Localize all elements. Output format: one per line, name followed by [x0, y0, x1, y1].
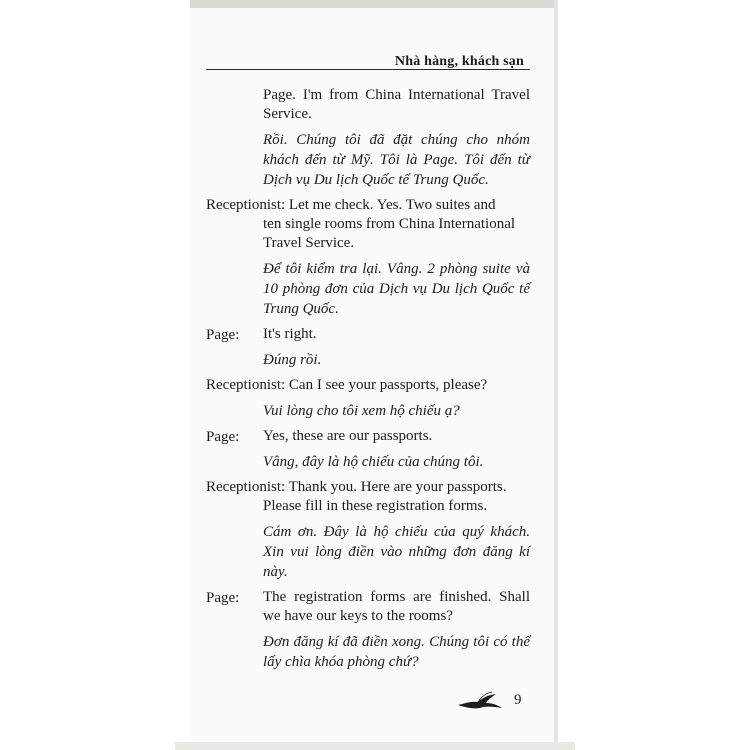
- english-line: Page. I'm from China International Travel Service.: [263, 87, 530, 122]
- page-number: 9: [514, 692, 522, 708]
- speaker-label: Page:: [206, 590, 240, 606]
- dialogue-entry-continuation: [206, 86, 530, 190]
- english-line-first: Can I see your passports, please?: [288, 377, 488, 393]
- english-line: It's right.: [263, 326, 317, 342]
- english-line: The registration forms are finished. Shall we have our keys to the rooms?: [263, 589, 530, 624]
- english-line-first: Let me check. Yes. Two suites and: [288, 197, 496, 213]
- running-header: Nhà hàng, khách sạn: [394, 54, 524, 69]
- dialogue-entry-receptionist: [206, 376, 530, 421]
- speaker-label: Receptionist:: [206, 197, 286, 213]
- dialogue-entry-receptionist: [206, 478, 530, 582]
- dialogue-entry-page: [206, 325, 530, 370]
- vietnamese-translation: Rồi. Chúng tôi đã đặt chúng cho nhóm khách đến từ Mỹ. Tôi là Page. Tôi đến từ Dịch vụ Du lịch Quốc tế Trung Quốc.: [263, 132, 530, 188]
- speaker-line: [206, 478, 530, 497]
- vietnamese-translation: Vâng, đây là hộ chiếu của chúng tôi.: [263, 454, 484, 470]
- speaker-label: Receptionist:: [206, 479, 286, 495]
- vietnamese-translation: Đúng rồi.: [263, 352, 322, 368]
- english-line-rest: ten single rooms from China International Travel Service.: [263, 216, 516, 251]
- page-right-edge: [554, 0, 558, 750]
- english-line-first: Thank you. Here are your passports.: [288, 479, 507, 495]
- dialogue-entry-page: [206, 588, 530, 672]
- dialogue-entry-receptionist: [206, 196, 530, 319]
- speaker-label: Receptionist:: [206, 377, 286, 393]
- speaker-label: Page:: [206, 327, 240, 343]
- speaker-line: [206, 376, 530, 395]
- speaker-label: Page:: [206, 429, 240, 445]
- vietnamese-translation: Đơn đăng kí đã điền xong. Chúng tôi có thể lấy chìa khóa phòng chứ?: [263, 634, 530, 670]
- english-line-rest: Please fill in these registration forms.: [263, 498, 488, 514]
- dialogue-entry-page: [206, 427, 530, 472]
- dialogue-body: [206, 86, 530, 672]
- swallow-bird-icon: [456, 690, 504, 712]
- speaker-line: [206, 196, 530, 215]
- vietnamese-translation: Cám ơn. Đây là hộ chiếu của quý khách. Xin vui lòng điền vào những đơn đăng kí này.: [263, 524, 530, 580]
- vietnamese-translation: Vui lòng cho tôi xem hộ chiếu ạ?: [263, 403, 460, 419]
- page-bottom-edge: [175, 742, 575, 750]
- vietnamese-translation: Để tôi kiểm tra lại. Vâng. 2 phòng suite và 10 phòng đơn của Dịch vụ Du lịch Quốc tế Trung Quốc.: [263, 261, 530, 317]
- english-line: Yes, these are our passports.: [263, 428, 433, 444]
- header-rule: [206, 69, 530, 70]
